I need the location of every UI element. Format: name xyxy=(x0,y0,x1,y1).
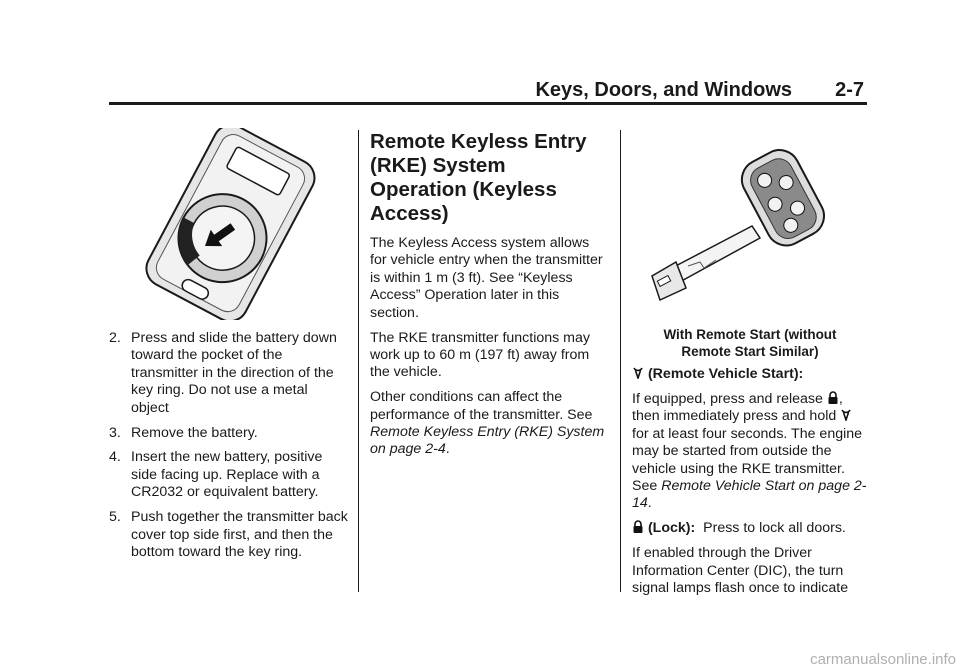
paragraph-remote-start xyxy=(632,391,868,513)
step-text: Push together the transmitter back cover top side first, and then the bottom toward the key ring. xyxy=(131,509,348,560)
paragraph-text: then immediately press and hold xyxy=(632,408,837,425)
cross-reference-link[interactable]: Remote Keyless Entry (RKE) System on page 2-4 xyxy=(370,424,605,458)
lock-icon xyxy=(632,520,644,533)
transmitter-battery-illustration xyxy=(140,128,320,320)
step-item xyxy=(109,509,349,561)
step-number: 3. xyxy=(109,424,121,441)
step-item xyxy=(109,330,349,417)
paragraph-end: . xyxy=(445,441,450,458)
step-text: Press and slide the battery down toward the pocket of the transmitter in the direction of the key ring. Do not use a metal object xyxy=(131,330,337,416)
cross-reference-link[interactable]: Remote Vehicle Start on page 2-14 xyxy=(632,477,867,512)
lock-text: Press to lock all doors. xyxy=(703,520,846,537)
header-rule xyxy=(109,102,867,105)
step-number: 5. xyxy=(109,509,121,526)
lock-icon xyxy=(827,391,839,404)
paragraph-conditions xyxy=(370,389,608,459)
remote-start-icon xyxy=(632,366,644,379)
figure-caption: With Remote Start (without Remote Start Similar) xyxy=(663,327,837,359)
step-item xyxy=(109,425,349,442)
step-item xyxy=(109,449,349,501)
page-number: 2-7 xyxy=(835,79,864,101)
lock-description xyxy=(632,520,868,537)
paragraph-range: The RKE transmitter functions may work up to 60 m (197 ft) away from the vehicle. xyxy=(370,329,590,381)
step-text: Remove the battery. xyxy=(131,424,258,441)
section-heading: Remote Keyless Entry (RKE) System Operation (Keyless Access) xyxy=(370,130,587,225)
column-2 xyxy=(370,130,608,466)
step-number: 2. xyxy=(109,330,121,346)
remote-start-icon xyxy=(840,408,852,421)
column-divider-left xyxy=(358,130,359,592)
paragraph-end: . xyxy=(647,495,652,512)
step-number: 4. xyxy=(109,449,121,466)
paragraph-keyless-access: The Keyless Access system allows for vehicle entry when the transmitter is within 1 m (3 ft). See “Keyless Access” Operation later in this section. xyxy=(370,235,603,321)
step-text: Insert the new battery, positive side facing up. Replace with a CR2032 or equivalent battery. xyxy=(131,449,323,501)
column-1 xyxy=(109,330,349,569)
column-3 xyxy=(632,326,868,605)
paragraph-text: Other conditions can affect the performance of the transmitter. See xyxy=(370,389,593,423)
lock-label: (Lock): xyxy=(647,520,696,537)
paragraph-text: If equipped, press and release xyxy=(632,390,823,407)
key-fob-remote-start-illustration xyxy=(640,138,870,310)
paragraph-dic: If enabled through the Driver Information Center (DIC), the turn signal lamps flash once to indicate xyxy=(632,545,849,596)
watermark: carmanualsonline.info xyxy=(810,651,956,668)
paragraph-text: , xyxy=(838,390,843,407)
paragraph-text: for at least four seconds. The engine may be started from outside the vehicle using the RKE transmitter. See xyxy=(632,425,863,494)
remote-start-label: (Remote Vehicle Start): xyxy=(647,366,804,382)
page-header-title: Keys, Doors, and Windows xyxy=(535,79,792,101)
remote-start-heading xyxy=(632,366,868,383)
column-divider-right xyxy=(620,130,621,592)
